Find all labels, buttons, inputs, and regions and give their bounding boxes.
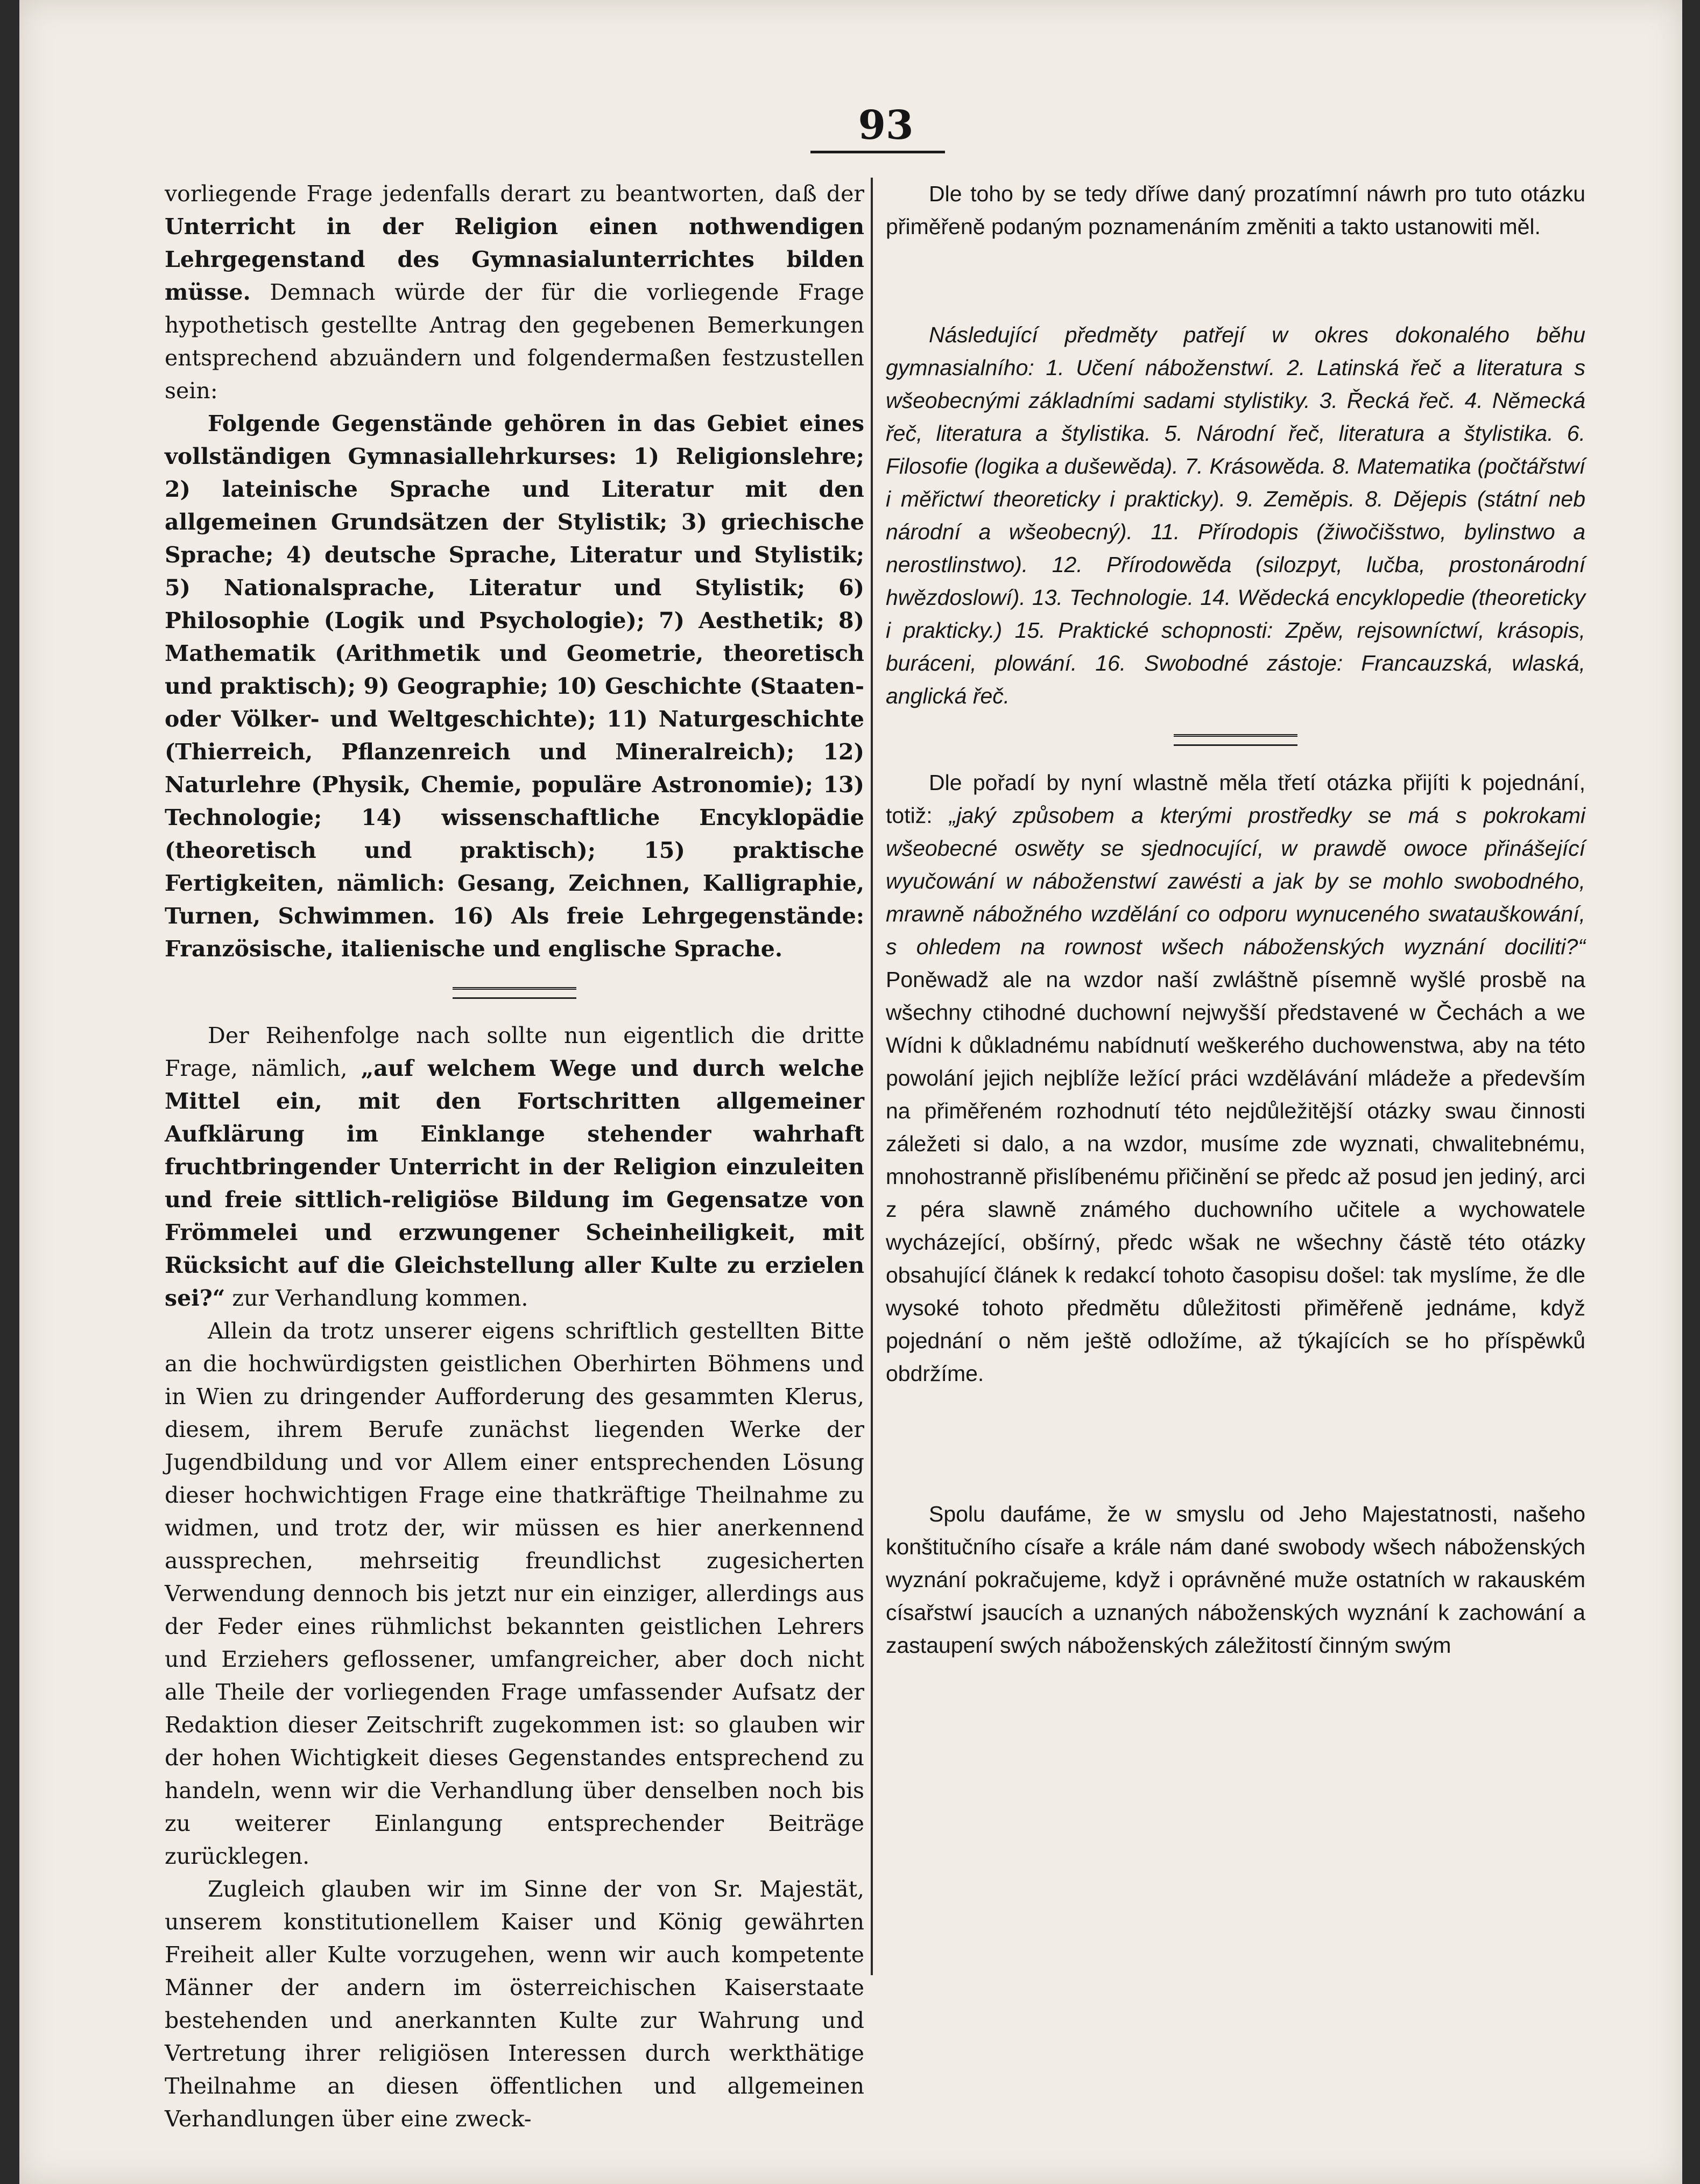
german-p3-question: „auf welchem Wege und durch welche Mittel ein, mit den Fortschritten allgemeiner Aufklärung im Einklange stehender wahrhaft fruchtbringender Unterricht in der Religion einzuleiten und freie sittlich-religiöse Bildung im Gegensatze von Frömmelei und erzwungener Scheinheiligkeit, mit Rücksicht auf die Gleichstellung aller Kulte zu erzielen sei?“ [165, 1055, 864, 1311]
czech-gap-1 [886, 243, 1585, 319]
czech-paragraph-2: Následující předměty patřejí w okres dokonalého běhu gymnasialního: 1. Učení náboženstwí. 2. Latinská řeč a literatura s wšeobecnými základními sadami stylistiky. 3. Řecká řeč. 4. Německá řeč, literatura a štylistika. 5. Národní řeč, literatura a štylistika. 6. Filosofie (logika a dušewěda). 7. Krásowěda. 8. Matematika (počtářstwí i měřictwí theoreticky i prakticky). 9. Zeměpis. 8. Dějepis (státní neb národní a wšeobecný). 11. Přírodopis (žiwočišstwo, bylinstwo a nerostlinstwo). 12. Přírodowěda (silozpyt, lučba, prostonárodní hwězdoslowí). 13. Technologie. 14. Wědecká encyklopedie (theoreticky i prakticky.) 15. Praktické schopnosti: Zpěw, rejsowníctwí, krásopis, buráceni, plowání. 16. Swobodné zástoje: Francauzská, wlaská, anglická řeč. [886, 322, 1585, 708]
german-p1-tail: Demnach würde der für die vorliegende Frage hypothetisch gestellte Antrag den gegebenen Bemerkungen entsprechend abzuändern und folgendermaßen festzustellen sein: [165, 279, 864, 404]
german-paragraph-3 [165, 1019, 864, 1315]
german-paragraph-1 [165, 178, 864, 407]
czech-column [886, 178, 1585, 1662]
czech-gap-2 [886, 1390, 1585, 1498]
german-paragraph-4: Allein da trotz unserer eigens schriftlich gestellten Bitte an die hochwürdigsten geistlichen Oberhirten Böhmens und in Wien zu dringender Aufforderung des gesammten Klerus, diesem, ihrem Berufe zunächst liegenden Werke der Jugendbildung und vor Allem einer entsprechenden Lösung dieser hochwichtigen Frage eine thatkräftige Theilnahme zu widmen, und trotz der, wir müssen es hier anerkennend aussprechen, mehrseitig freundlichst zugesicherten Verwendung dennoch bis jetzt nur ein einziger, allerdings aus der Feder eines rühmlichst bekannten geistlichen Lehrers und Erziehers geflossener, umfangreicher, aber doch nicht alle Theile der vorliegenden Frage umfassender Aufsatz der Redaktion dieser Zeitschrift zugekommen ist: so glauben wir der hohen Wichtigkeit dieses Gegenstandes entsprechend zu handeln, wenn wir die Verhandlung über denselben noch bis zu weiterer Einlangung entsprechender Beiträge zurücklegen. [165, 1318, 864, 1869]
column-divider [871, 178, 873, 1975]
czech-p3-tail: Poněwadž ale na wzdor naší zwláštně písemně wyšlé prosbě na wšechny ctihodné duchowní nejwyšší představené w Čechách a we Wídni k důkladnému nabídnutí weškerého duchowenstwa, aby na této powolání jejich nejblíže ležící práci wzdělávání mládeže a především na přiměřeném rozhodnutí této nejdůležitější otázky swau činnosti záležeti si dalo, a na wzdor, musíme zde wyznati, chwalitebnému, mnohostranně přislíbenému přičinění se předc až posud jen jediný, arci z péra slawně známého duchowního učitele a wychowatele wycházející, obšírný, předc wšak ne wšechny částě této otázky obsahující článek k redakcí tohoto časopisu došel: tak myslíme, že dle wysoké tohoto předmětu důležitosti přiměřeně jednáme, když pojednání o něm ještě odložíme, až týkajících se ho příspěwků obdržíme. [886, 967, 1585, 1386]
czech-paragraph-4: Spolu daufáme, že w smyslu od Jeho Majestatnosti, našeho konštitučního císaře a krále nám dané swobody wšech náboženských wyznání pokračujeme, když i oprávněné muže ostatních w rakauském císařstwí jsaucích a uznaných náboženských wyznání k zachowání a zastaupení swých náboženských záležitostí činným swým [886, 1502, 1585, 1658]
german-p1-bold: Unterricht in der Religion einen nothwendigen Lehrgegenstand des Gymnasialunterrichtes bilden müsse. [165, 214, 864, 305]
german-paragraph-5: Zugleich glauben wir im Sinne der von Sr. Majestät, unserem konstitutionellem Kaiser und König gewährten Freiheit aller Kulte vorzugehen, wenn wir auch kompetente Männer der andern im österreichischen Kaiserstaate bestehenden und anerkannten Kulte zur Wahrung und Vertretung ihrer religiösen Interessen durch werkthätige Theilnahme an diesen öffentlichen und allgemeinen Verhandlungen über eine zweck- [165, 1876, 864, 2132]
czech-p3-question: „jaký způsobem a kterými prostředky se má s pokrokami wšeobecné oswěty se sjednocující, w prawdě owoce přinášející wyučowání w náboženstwí zawésti a jak by se mohlo swobodného, mrawně nábožného wzdělání co odporu wynuceného swatauškowání, s ohledem na rownost wšech náboženských wyznání dociliti?“ [886, 803, 1585, 959]
german-p3-lead: Der Reihenfolge nach sollte nun eigentlich die dritte Frage, nämlich, [165, 1023, 864, 1081]
page [19, 0, 1682, 2184]
czech-p3-lead: Dle pořadí by nyní wlastně měla třetí otázka přijíti k pojednání, totiž: [886, 770, 1585, 828]
czech-paragraph-1: Dle toho by se tedy dříwe daný prozatímní náwrh pro tuto otázku přiměřeně podaným poznamenáním změniti a takto ustanowiti měl. [886, 181, 1585, 239]
czech-separator-1 [1174, 734, 1297, 746]
page-number-rule [810, 151, 945, 153]
german-column [165, 178, 864, 2136]
czech-paragraph-3 [886, 766, 1585, 1390]
german-paragraph-2: Folgende Gegenstände gehören in das Gebiet eines vollständigen Gymnasiallehrkurses: 1) Religionslehre; 2) lateinische Sprache und Literatur mit den allgemeinen Grundsätzen der Stylistik; 3) griechische Sprache; 4) deutsche Sprache, Literatur und Stylistik; 5) Nationalsprache, Literatur und Stylistik; 6) Philosophie (Logik und Psychologie); 7) Aesthetik; 8) Mathematik (Arithmetik und Geometrie, theoretisch und praktisch); 9) Geographie; 10) Geschichte (Staaten- oder Völker- und Weltgeschichte); 11) Naturgeschichte (Thierreich, Pflanzenreich und Mineralreich); 12) Naturlehre (Physik, Chemie, populäre Astronomie); 13) Technologie; 14) wissenschaftliche Encyklopädie (theoretisch und praktisch); 15) praktische Fertigkeiten, nämlich: Gesang, Zeichnen, Kalligraphie, Turnen, Schwimmen. 16) Als freie Lehrgegenstände: Französische, italienische und englische Sprache. [165, 411, 864, 962]
german-separator-1 [453, 987, 576, 999]
page-number: 93 [858, 102, 914, 149]
german-p3-tail: zur Verhandlung kommen. [232, 1285, 528, 1311]
german-p1-lead: vorliegende Frage jedenfalls derart zu beantworten, daß der [165, 181, 864, 207]
